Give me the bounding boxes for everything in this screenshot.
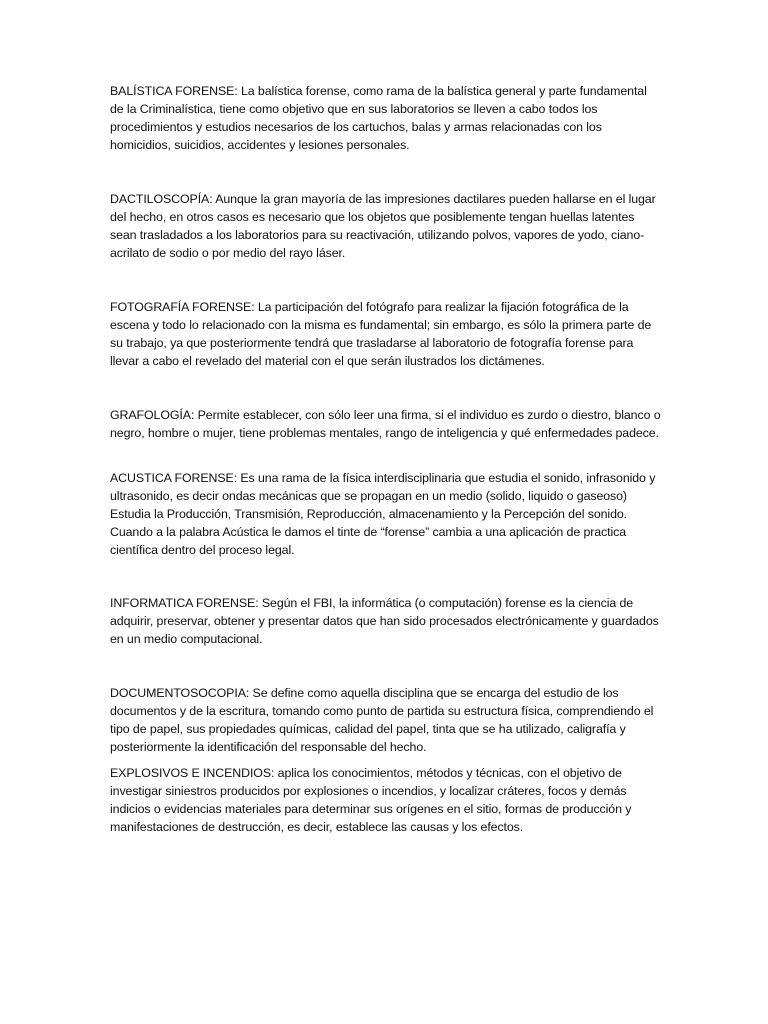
paragraph-acustica-forense: ACUSTICA FORENSE: Es una rama de la física interdisciplinaria que estudia el sonido, infrasonido y ultrasonido, es decir ondas mecánicas que se propagan en un medio (solido, liquido o gaseoso) Estudia la Producción, Transmisión, Reproducción, almacenamiento y la Percepción del sonido. Cuando a la palabra Acústica le damos el tinte de “forense” cambia a una aplicación de practica científica dentro del proceso legal.	[110, 471, 656, 557]
paragraph-dactiloscopia: DACTILOSCOPÍA: Aunque la gran mayoría de las impresiones dactilares pueden hallarse en el lugar del hecho, en otros casos es necesario que los objetos que posiblemente tengan huellas latentes sean trasladados a los laboratorios para su reactivación, utilizando polvos, vapores de yodo, ciano-acrilato de sodio o por medio del rayo láser.	[110, 192, 656, 260]
paragraph-documentosocopia: DOCUMENTOSOCOPIA: Se define como aquella disciplina que se encarga del estudio de los documentos y de la escritura, tomando como punto de partida su estructura física, comprendiendo el tipo de papel, sus propiedades químicas, calidad del papel, tinta que se ha utilizado, caligrafía y posteriormente la identificación del responsable del hecho.	[110, 686, 654, 754]
paragraph-grafologia: GRAFOLOGÍA: Permite establecer, con sólo leer una firma, si el individuo es zurdo o diestro, blanco o negro, hombre o mujer, tiene problemas mentales, rango de inteligencia y qué enfermedades padece.	[110, 408, 661, 440]
paragraph-informatica-forense: INFORMATICA FORENSE: Según el FBI, la informática (o computación) forense es la ciencia de adquirir, preservar, obtener y presentar datos que han sido procesados electrónicamente y guardados en un medio computacional.	[110, 596, 659, 646]
paragraph-balistica-forense: BALÍSTICA FORENSE: La balística forense, como rama de la balística general y parte fundamental de la Criminalística, tiene como objetivo que en sus laboratorios se lleven a cabo todos los procedimientos y estudios necesarios de los cartuchos, balas y armas relacionadas con los homicidios, suicidios, accidentes y lesiones personales.	[110, 84, 647, 152]
paragraph-explosivos-e-incendios: EXPLOSIVOS E INCENDIOS: aplica los conocimientos, métodos y técnicas, con el objetivo de investigar siniestros producidos por explosiones o incendios, y localizar cráteres, focos y demás indicios o evidencias materiales para determinar sus orígenes en el sitio, formas de producción y manifestaciones de destrucción, es decir, establece las causas y los efectos.	[110, 766, 632, 834]
paragraph-fotografia-forense: FOTOGRAFÍA FORENSE: La participación del fotógrafo para realizar la fijación fotográfica de la escena y todo lo relacionado con la misma es fundamental; sin embargo, es sólo la primera parte de su trabajo, ya que posteriormente tendrá que trasladarse al laboratorio de fotografía forense para llevar a cabo el revelado del material con el que serán ilustrados los dictámenes.	[110, 300, 652, 368]
